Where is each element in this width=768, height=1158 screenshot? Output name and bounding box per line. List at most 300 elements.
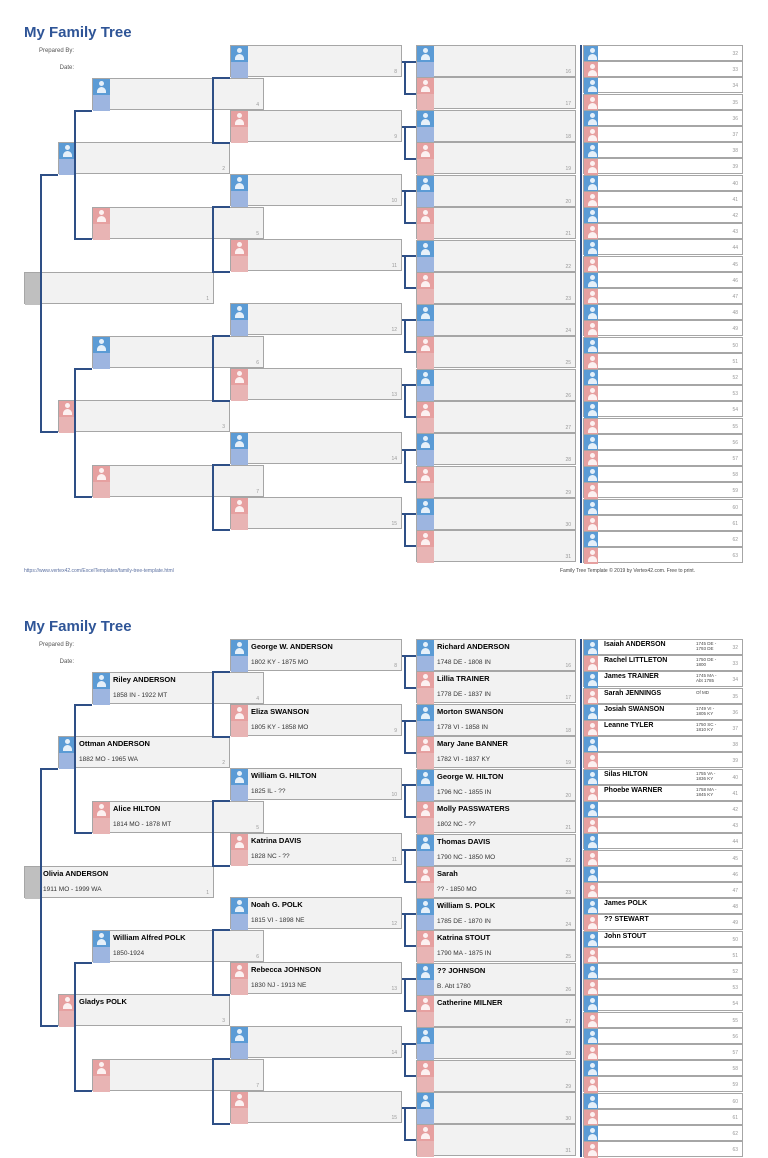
person-dates: 1785 DE - 1870 IN [437,918,491,925]
great-grandparent-box-50[interactable] [583,931,743,947]
person-box-30[interactable] [416,498,576,530]
avatar [584,689,598,705]
person-number: 59 [732,1082,738,1089]
person-number: 36 [732,115,738,122]
person-box-3[interactable] [58,400,230,432]
person-name: George W. ANDERSON [251,642,333,651]
person-icon [417,899,434,915]
connector-line [404,126,406,158]
person-box-1[interactable] [24,272,214,304]
great-grandparent-box-33[interactable] [583,655,743,671]
person-number: 55 [732,423,738,430]
great-grandparent-box-62[interactable] [583,531,743,547]
avatar [231,433,248,465]
person-box-3[interactable] [58,994,230,1026]
person-name: Catherine MILNER [437,998,503,1007]
person-number: 41 [732,196,738,203]
connector-line [74,238,92,240]
person-icon [584,851,598,867]
avatar [417,931,434,963]
person-icon [93,208,110,224]
person-box-27[interactable] [416,995,576,1027]
avatar [584,143,598,159]
person-box-8[interactable] [230,45,402,77]
person-box-25[interactable] [416,336,576,368]
great-grandparent-box-61[interactable] [583,515,743,531]
person-box-20[interactable] [416,175,576,207]
great-grandparent-box-55[interactable] [583,418,743,434]
great-grandparent-box-63[interactable] [583,1141,743,1157]
avatar [584,1094,598,1110]
avatar [584,737,598,753]
avatar [417,531,434,563]
connector-line [212,77,230,79]
person-number: 16 [565,663,571,669]
person-box-10[interactable] [230,768,402,800]
great-grandparent-box-47[interactable] [583,882,743,898]
person-icon [417,273,434,289]
connector-line [402,1107,416,1109]
person-name: Gladys POLK [79,997,127,1006]
great-grandparent-box-59[interactable] [583,1076,743,1092]
great-grandparent-box-58[interactable] [583,466,743,482]
great-grandparent-box-44[interactable] [583,833,743,849]
person-box-31[interactable] [416,1124,576,1156]
great-grandparent-box-46[interactable] [583,272,743,288]
person-dates: 1850-1924 [113,950,145,957]
person-box-8[interactable] [230,639,402,671]
great-grandparent-box-57[interactable] [583,450,743,466]
person-icon [584,932,598,948]
avatar [584,548,598,564]
person-icon [584,834,598,850]
person-number: 52 [732,969,738,975]
person-box-21[interactable] [416,207,576,239]
avatar [584,1126,598,1142]
avatar [231,46,248,78]
avatar [584,273,598,289]
person-number: 56 [732,439,738,446]
great-grandparent-box-55[interactable] [583,1012,743,1028]
person-number: 14 [391,456,397,462]
person-box-25[interactable] [416,930,576,962]
great-grandparent-box-39[interactable] [583,158,743,174]
person-number: 40 [732,180,738,187]
great-grandparent-box-56[interactable] [583,1028,743,1044]
avatar [417,705,434,737]
prepared-by-label: Prepared By: [38,642,74,648]
person-box-5[interactable] [92,207,264,239]
connector-line [212,994,230,996]
person-number: 44 [732,839,738,846]
person-box-19[interactable] [416,736,576,768]
great-grandparent-box-47[interactable] [583,288,743,304]
avatar [584,802,598,818]
person-box-29[interactable] [416,1060,576,1092]
person-number: 36 [732,709,738,716]
person-box-17[interactable] [416,671,576,703]
person-number: 42 [732,213,738,219]
person-box-14[interactable] [230,1026,402,1058]
person-icon [584,305,598,321]
person-dates: 1830 NJ - 1913 NE [251,982,307,989]
great-grandparent-box-52[interactable] [583,963,743,979]
avatar [584,467,598,483]
great-grandparent-box-35[interactable] [583,94,743,110]
person-icon [417,434,434,450]
person-number: 60 [732,504,738,511]
person-box-23[interactable] [416,866,576,898]
person-icon [584,867,598,883]
great-grandparent-box-40[interactable] [583,769,743,785]
person-box-27[interactable] [416,401,576,433]
connector-line [402,849,416,851]
person-icon [584,419,598,435]
person-number: 23 [565,296,571,302]
person-icon [584,370,598,386]
person-dates: 1802 KY - 1875 MO [251,659,309,666]
avatar [231,769,248,801]
person-name: Mary Jane BANNER [437,739,508,748]
avatar [584,932,598,948]
great-grandparent-box-51[interactable] [583,947,743,963]
person-icon [231,304,248,320]
avatar [417,78,434,110]
great-grandparent-box-36[interactable] [583,110,743,126]
person-icon [417,996,434,1012]
person-dates: 1858 IN - 1922 MT [113,692,168,699]
avatar [417,176,434,208]
person-icon [584,996,598,1012]
person-name: Molly PASSWATERS [437,804,510,813]
avatar [417,370,434,402]
person-icon [584,435,598,451]
great-grandparent-box-60[interactable] [583,1093,743,1109]
avatar [584,240,598,256]
person-icon [584,818,598,834]
avatar [417,964,434,996]
connector-line [402,978,416,980]
person-name: Thomas DAVIS [437,837,491,846]
person-box-13[interactable] [230,368,402,400]
avatar [417,640,434,672]
great-grandparent-box-50[interactable] [583,337,743,353]
person-icon [417,402,434,418]
person-box-29[interactable] [416,466,576,498]
great-grandparent-box-49[interactable] [583,914,743,930]
great-grandparent-box-58[interactable] [583,1060,743,1076]
great-grandparent-box-46[interactable] [583,866,743,882]
great-grandparent-box-34[interactable] [583,671,743,687]
avatar [584,672,598,688]
avatar [584,127,598,143]
person-box-15[interactable] [230,1091,402,1123]
avatar [584,705,598,721]
person-icon [231,111,248,127]
person-icon [584,127,598,143]
person-dates: ?? - 1850 MO [437,886,477,893]
connector-line [402,784,416,786]
great-grandparent-box-35[interactable] [583,688,743,704]
great-grandparent-box-41[interactable] [583,785,743,801]
person-box-26[interactable] [416,963,576,995]
avatar [584,354,598,370]
person-icon [417,770,434,786]
person-icon [584,289,598,305]
person-icon [584,257,598,273]
avatar [231,369,248,401]
person-icon [584,1061,598,1077]
great-grandparent-box-52[interactable] [583,369,743,385]
person-box-22[interactable] [416,240,576,272]
great-grandparent-box-32[interactable] [583,639,743,655]
person-box-23[interactable] [416,272,576,304]
avatar [417,111,434,143]
great-grandparent-box-42[interactable] [583,801,743,817]
great-grandparent-box-37[interactable] [583,720,743,736]
person-box-24[interactable] [416,898,576,930]
great-grandparent-box-40[interactable] [583,175,743,191]
person-icon [584,500,598,516]
person-name: Rebecca JOHNSON [251,965,322,974]
great-grandparent-box-39[interactable] [583,752,743,768]
avatar [417,1125,434,1157]
connector-line [212,335,214,400]
great-grandparent-box-57[interactable] [583,1044,743,1060]
great-grandparent-box-44[interactable] [583,239,743,255]
person-number: 39 [732,164,738,171]
person-box-12[interactable] [230,303,402,335]
person-box-11[interactable] [230,833,402,865]
person-number: 45 [732,261,738,268]
great-grandparent-box-37[interactable] [583,126,743,142]
person-box-2[interactable] [58,142,230,174]
connector-line [212,800,214,865]
person-dates: B. Abt 1780 [437,983,471,990]
avatar [584,338,598,354]
person-box-16[interactable] [416,45,576,77]
person-box-15[interactable] [230,497,402,529]
great-grandparent-box-56[interactable] [583,434,743,450]
person-name: Alice HILTON [113,804,161,813]
avatar [93,1060,110,1092]
connector-line [212,400,230,402]
avatar [417,672,434,704]
person-box-11[interactable] [230,239,402,271]
person-number: 22 [565,264,571,270]
great-grandparent-box-49[interactable] [583,320,743,336]
page-title: My Family Tree [24,618,132,635]
avatar [584,948,598,964]
avatar [584,451,598,467]
person-icon [584,1126,598,1142]
connector-line [212,929,214,994]
great-grandparent-box-38[interactable] [583,142,743,158]
connector-line [212,464,214,529]
great-grandparent-box-48[interactable] [583,304,743,320]
person-name: Leanne TYLER [604,722,654,729]
person-box-7[interactable] [92,1059,264,1091]
person-icon [584,802,598,818]
great-grandparent-box-33[interactable] [583,61,743,77]
person-box-10[interactable] [230,174,402,206]
person-box-26[interactable] [416,369,576,401]
person-box-5[interactable] [92,801,264,833]
connector-line [404,545,416,547]
great-grandparent-box-59[interactable] [583,482,743,498]
page-title: My Family Tree [24,24,132,41]
connector-line [40,431,58,433]
great-grandparent-box-32[interactable] [583,45,743,61]
avatar [417,402,434,434]
avatar [417,499,434,531]
connector-line [74,368,76,496]
great-grandparent-box-54[interactable] [583,995,743,1011]
person-box-4[interactable] [92,672,264,704]
connector-line [402,449,416,451]
person-number: 58 [732,472,738,479]
person-box-17[interactable] [416,77,576,109]
person-icon [231,240,248,256]
person-box-18[interactable] [416,110,576,142]
person-box-30[interactable] [416,1092,576,1124]
person-box-2[interactable] [58,736,230,768]
avatar [231,175,248,207]
person-box-22[interactable] [416,834,576,866]
person-box-9[interactable] [230,704,402,736]
person-icon [584,980,598,996]
avatar [584,915,598,931]
great-grandparent-box-53[interactable] [583,979,743,995]
person-dates: 1745 DE - 1793 DE [696,641,717,651]
person-box-9[interactable] [230,110,402,142]
person-box-28[interactable] [416,433,576,465]
avatar [231,1027,248,1059]
person-box-24[interactable] [416,304,576,336]
avatar [584,1110,598,1126]
person-icon [417,1093,434,1109]
person-dates: 1814 MO - 1878 MT [113,821,172,828]
person-number: 45 [732,855,738,862]
person-icon [417,46,434,62]
person-number: 25 [565,954,571,960]
person-box-21[interactable] [416,801,576,833]
person-number: 60 [732,1098,738,1105]
great-grandparent-box-41[interactable] [583,191,743,207]
person-box-20[interactable] [416,769,576,801]
person-icon [584,786,598,802]
person-icon [584,1142,598,1158]
avatar [584,770,598,786]
great-grandparent-box-43[interactable] [583,223,743,239]
connector-line [40,1025,58,1027]
person-number: 48 [732,310,738,317]
great-grandparent-box-38[interactable] [583,736,743,752]
great-grandparent-box-36[interactable] [583,704,743,720]
connector-line [404,1043,406,1075]
person-box-12[interactable] [230,897,402,929]
great-grandparent-box-42[interactable] [583,207,743,223]
person-name: Phoebe WARNER [604,786,663,794]
person-number: 12 [391,327,397,333]
avatar [584,851,598,867]
connector-line [40,768,58,770]
person-number: 29 [565,1084,571,1090]
connector-line [404,255,406,287]
great-grandparent-box-45[interactable] [583,256,743,272]
great-grandparent-box-63[interactable] [583,547,743,563]
person-box-28[interactable] [416,1027,576,1059]
person-name: Sarah JENNINGS [604,689,662,697]
person-icon [584,192,598,208]
connector-line [404,319,406,351]
person-icon [584,548,598,564]
person-name: William G. HILTON [251,771,317,780]
great-grandparent-box-48[interactable] [583,898,743,914]
avatar [584,224,598,240]
person-number: 62 [732,1131,738,1137]
person-box-13[interactable] [230,962,402,994]
person-icon [93,337,110,353]
great-grandparent-box-43[interactable] [583,817,743,833]
person-name: Sarah [437,869,458,878]
person-box-6[interactable] [92,336,264,368]
person-box-16[interactable] [416,639,576,671]
avatar [417,1093,434,1125]
great-grandparent-box-51[interactable] [583,353,743,369]
great-grandparent-box-53[interactable] [583,385,743,401]
connector-line [404,784,406,816]
person-number: 55 [732,1017,738,1024]
person-box-1[interactable] [24,866,214,898]
avatar [584,786,598,802]
person-number: 25 [565,360,571,366]
person-number: 11 [391,857,397,863]
great-grandparent-box-62[interactable] [583,1125,743,1141]
person-dates: 1778 VI - 1858 IN [437,724,488,731]
person-number: 38 [732,148,738,155]
person-box-6[interactable] [92,930,264,962]
footer-url[interactable]: https://www.vertex42.com/ExcelTemplates/family-tree-template.html [24,568,174,574]
connector-line [212,142,230,144]
person-box-31[interactable] [416,530,576,562]
great-grandparent-box-54[interactable] [583,401,743,417]
great-grandparent-box-34[interactable] [583,77,743,93]
person-box-19[interactable] [416,142,576,174]
person-number: 54 [732,1001,738,1008]
connector-line [74,704,76,832]
avatar [417,770,434,802]
great-grandparent-box-60[interactable] [583,499,743,515]
great-grandparent-box-45[interactable] [583,850,743,866]
person-box-7[interactable] [92,465,264,497]
person-number: 33 [732,67,738,74]
person-dates: 1815 VI - 1898 NE [251,917,305,924]
person-box-14[interactable] [230,432,402,464]
person-name: George W. HILTON [437,772,504,781]
person-number: 58 [732,1066,738,1073]
person-icon [231,834,248,850]
person-box-18[interactable] [416,704,576,736]
connector-line [212,671,230,673]
person-number: 22 [565,858,571,864]
person-box-4[interactable] [92,78,264,110]
avatar [231,898,248,930]
great-grandparent-box-61[interactable] [583,1109,743,1125]
person-name: Silas HILTON [604,770,648,778]
person-icon [584,176,598,192]
connector-line [212,736,230,738]
